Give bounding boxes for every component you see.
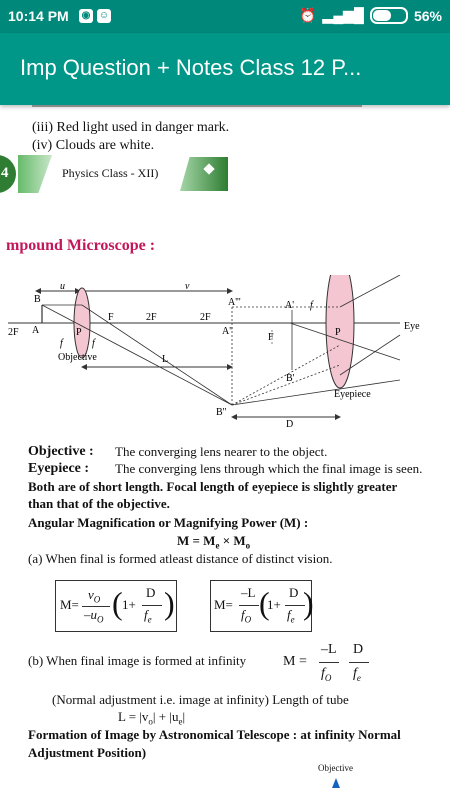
toolbar-title: Imp Question + Notes Class 12 P...: [20, 55, 362, 80]
document-page[interactable]: [0, 105, 450, 800]
label-F0: F: [108, 312, 114, 323]
angular-magnification-title: Angular Magnification or Magnifying Power (M) :: [28, 515, 309, 530]
battery-icon: [370, 7, 408, 24]
list-item-iv: (iv) Clouds are white.: [32, 138, 155, 153]
cut-line: [32, 105, 362, 111]
label-u: u: [60, 281, 65, 292]
chapter-header: [0, 155, 230, 193]
label-f0a: f: [60, 338, 63, 349]
list-item-iii: (iii) Red light used in danger mark.: [32, 120, 230, 135]
label-objective: Objective: [58, 352, 97, 363]
label-2F0-c: 2F: [200, 312, 211, 323]
both-short-line-1: Both are of short length. Focal length of eyepiece is slightly greater: [28, 479, 398, 494]
normal-adjustment: (Normal adjustment i.e. image at infinity) Length of tube: [52, 692, 349, 707]
label-2F0: 2F: [8, 327, 19, 338]
chapter-number: 4: [1, 165, 9, 181]
bottom-objective-label: Objective: [318, 763, 353, 773]
objective-text: The converging lens nearer to the object.: [115, 444, 328, 459]
label-Pe: P: [335, 327, 341, 338]
label-eyepiece: Eyepiece: [334, 389, 371, 400]
eyepiece-label: Eyepiece :: [28, 461, 90, 476]
label-f0b: f: [92, 338, 95, 349]
label-B1: B': [286, 373, 295, 384]
label-v: v: [185, 281, 190, 292]
label-P0: P: [76, 327, 82, 338]
case-a: (a) When final is formed atleast distance of distinct vision.: [28, 551, 333, 566]
objective-label: Objective :: [28, 444, 94, 459]
bottom-arrow: [332, 778, 340, 788]
signal-icon: ▂▄▆█: [322, 7, 364, 23]
formula-box-1: M= $v_O$ $-u_O$ ( 1+ D $f_e$ ): [55, 580, 177, 632]
label-fe: f: [310, 300, 313, 311]
label-A2: A'': [222, 326, 233, 337]
label-L: L: [162, 354, 169, 365]
label-A3: A''': [228, 297, 241, 308]
compound-microscope-diagram: [0, 275, 450, 450]
label-2F0-b: 2F: [146, 312, 157, 323]
formula-m: $M = M_e \times M_o$: [177, 533, 251, 551]
formation-line-2: Adjustment Position): [28, 745, 147, 760]
android-icon: ☺: [98, 10, 110, 21]
formula-infinity: M = –L $f_O$ D $f_e$: [283, 640, 373, 690]
label-D: D: [286, 419, 294, 430]
battery-percent: 56%: [413, 7, 442, 24]
app-toolbar: [0, 33, 450, 105]
status-time: 10:14 PM: [8, 8, 69, 24]
label-A: A: [32, 325, 40, 336]
label-A1: A': [285, 300, 295, 311]
status-right: [299, 7, 442, 24]
label-B2: B'': [216, 407, 227, 418]
label-Fe: F: [268, 332, 274, 343]
eyepiece-text: The converging lens through which the final image is seen.: [115, 461, 423, 476]
label-B: B: [34, 294, 41, 305]
both-short-line-2: than that of the objective.: [28, 496, 170, 511]
case-b: (b) When final image is formed at infinity: [28, 653, 247, 668]
formation-line-1: Formation of Image by Astronomical Telescope : at infinity Normal: [28, 727, 401, 742]
notification-icon: ◉: [79, 9, 93, 23]
physics-header: Physics Class - XII): [62, 166, 159, 180]
section-title: mpound Microscope :: [6, 237, 156, 254]
label-eye: Eye: [404, 321, 420, 332]
alarm-icon: ⏰: [299, 7, 317, 23]
tube-length-formula: $L = |v_o| + |u_e|$: [118, 709, 186, 727]
status-bar: [0, 0, 450, 33]
formula-box-2: M= –L $f_O$ ( 1+ D $f_e$ ): [210, 580, 312, 632]
